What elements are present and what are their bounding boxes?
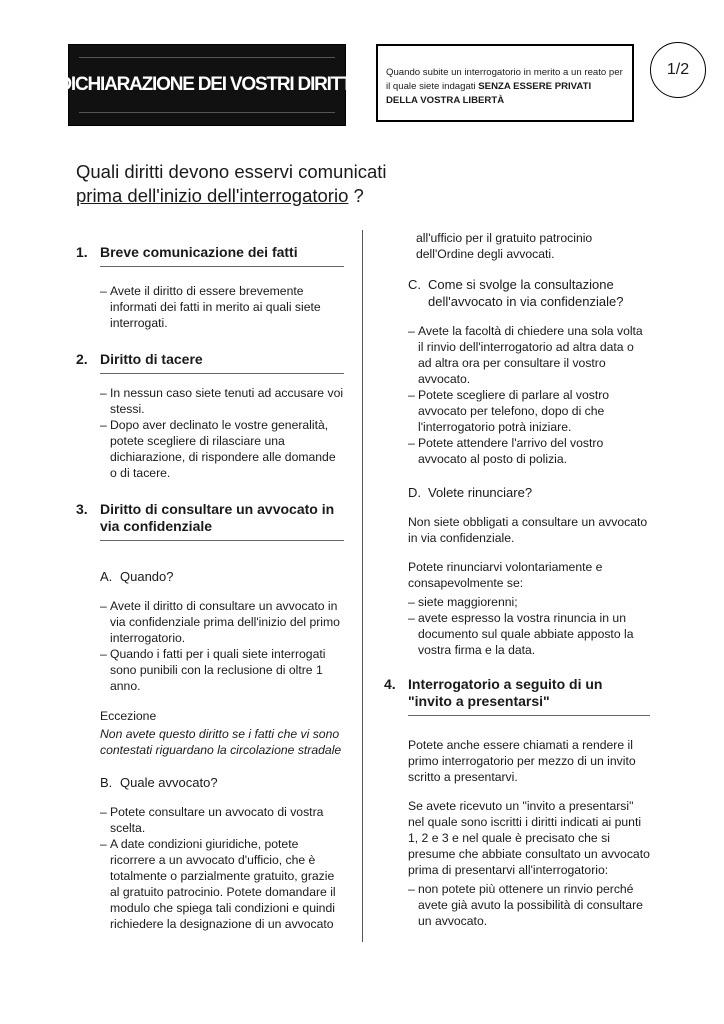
banner-top-rule xyxy=(79,57,335,58)
section-2-title: Diritto di tacere xyxy=(100,351,203,367)
section-4-paragraph-1: Potete anche essere chiamati a rendere il primo interrogatorio per mezzo di un invito scritto a presentarvi. xyxy=(408,738,636,784)
section-1-title: Breve comunicazione dei fatti xyxy=(100,244,298,260)
list-item: – Potete consultare un avvocato di vostra scelta. xyxy=(100,805,324,835)
subsection-d-paragraph-2: Potete rinunciarvi volontariamente e consapevolmente se: xyxy=(408,560,603,590)
section-4-number: 4. xyxy=(384,676,396,692)
column-divider xyxy=(362,230,363,942)
subsection-d-paragraph-1: Non siete obbligati a consultare un avvocato in via confidenziale. xyxy=(408,515,648,545)
right-column xyxy=(384,230,650,929)
context-text: Quando subite un interrogatorio in merito a un reato per il quale siete indagati xyxy=(386,67,623,92)
subsection-c-title: C. Come si svolge la consultazione dell'avvocato in via confidenziale? xyxy=(408,277,624,309)
list-item: – In nessun caso siete tenuti ad accusare voi stessi. xyxy=(100,386,344,416)
list-item: – Potete scegliere di parlare al vostro avvocato per telefono, dopo di che l'interrogatorio potrà iniziare. xyxy=(408,388,610,434)
main-heading-underlined: prima dell'inizio dell'interrogatorio xyxy=(76,185,349,206)
list-item: – Avete la facoltà di chiedere una sola volta il rinvio dell'interrogatorio ad altra data o ad altra ora per consultare il vostro avvocato. xyxy=(408,324,643,386)
list-item: – avete espresso la vostra rinuncia in un documento sul quale abbiate apposto la vostra firma e la data. xyxy=(408,611,634,657)
section-1-number: 1. xyxy=(76,244,88,260)
main-heading-line1: Quali diritti devono esservi comunicati xyxy=(76,161,387,182)
continued-text: all'ufficio per il gratuito patrocinio dell'Ordine degli avvocati. xyxy=(416,231,593,261)
context-bold-text: SENZA ESSERE PRIVATI DELLA VOSTRA LIBERTÀ xyxy=(386,81,592,106)
page-number-badge xyxy=(650,42,706,98)
left-column xyxy=(76,230,344,932)
section-3-rule xyxy=(100,540,344,541)
list-item: – siete maggiorenni; xyxy=(408,595,518,609)
section-2-number: 2. xyxy=(76,351,88,367)
section-2 xyxy=(76,351,344,481)
section-2-rule xyxy=(100,373,344,374)
subsection-d-title: D. Volete rinunciare? xyxy=(408,485,533,500)
section-3 xyxy=(76,501,344,932)
list-item: – Dopo aver declinato le vostre generalità, potete scegliere di rilasciare una dichiarazione, di rispondere alle domande o di tacere. xyxy=(100,418,336,480)
section-4-rule xyxy=(408,715,650,716)
main-heading-suffix: ? xyxy=(348,185,364,206)
list-item: – Quando i fatti per i quali siete interrogati sono punibili con la reclusione di oltre 1 anno. xyxy=(100,647,326,693)
page-number: 1/2 xyxy=(666,61,690,78)
main-heading xyxy=(76,160,387,208)
banner-bottom-rule xyxy=(79,112,335,113)
subsection-b-title: B. Quale avvocato? xyxy=(100,775,218,790)
section-3-title: Diritto di consultare un avvocato in via confidenziale xyxy=(100,501,335,534)
exception-text: Non avete questo diritto se i fatti che vi sono contestati riguardano la circolazione stradale xyxy=(100,727,342,757)
list-item: – Potete attendere l'arrivo del vostro avvocato al posto di polizia. xyxy=(408,436,604,466)
list-item: – Avete il diritto di essere brevemente informati dei fatti in merito ai quali siete interrogati. xyxy=(100,284,321,330)
section-4-title: Interrogatorio a seguito di un "invito a presentarsi" xyxy=(408,676,603,709)
section-4 xyxy=(384,676,650,929)
section-1 xyxy=(76,244,344,331)
document-title-banner xyxy=(58,44,356,126)
context-info-box xyxy=(376,44,634,122)
section-3-number: 3. xyxy=(76,501,88,517)
list-item: – A date condizioni giuridiche, potete ricorrere a un avvocato d'ufficio, che è totalmente o parzialmente gratuito, grazie al gratuito patrocinio. Potete domandare il modulo che spiega tali condizioni e quindi richiedere la designazione di un avvocato xyxy=(100,837,336,931)
list-item: – Avete il diritto di consultare un avvocato in via confidenziale prima dell'inizio del primo interrogatorio. xyxy=(100,599,340,645)
list-item: – non potete più ottenere un rinvio perché avete già avuto la possibilità di consultare un avvocato. xyxy=(408,882,643,928)
subsection-a-title: A. Quando? xyxy=(100,569,174,584)
section-4-paragraph-2: Se avete ricevuto un "invito a presentarsi" nel quale sono iscritti i diritti indicati ai punti 1, 2 e 3 e nel quale è precisato che si presume che abbiate consultato un avvocato prima di presentarvi all'interrogatorio: xyxy=(408,799,650,877)
exception-label: Eccezione xyxy=(100,709,157,723)
section-1-rule xyxy=(100,266,344,267)
document-title: DICHIARAZIONE DEI VOSTRI DIRITTI xyxy=(58,74,356,95)
